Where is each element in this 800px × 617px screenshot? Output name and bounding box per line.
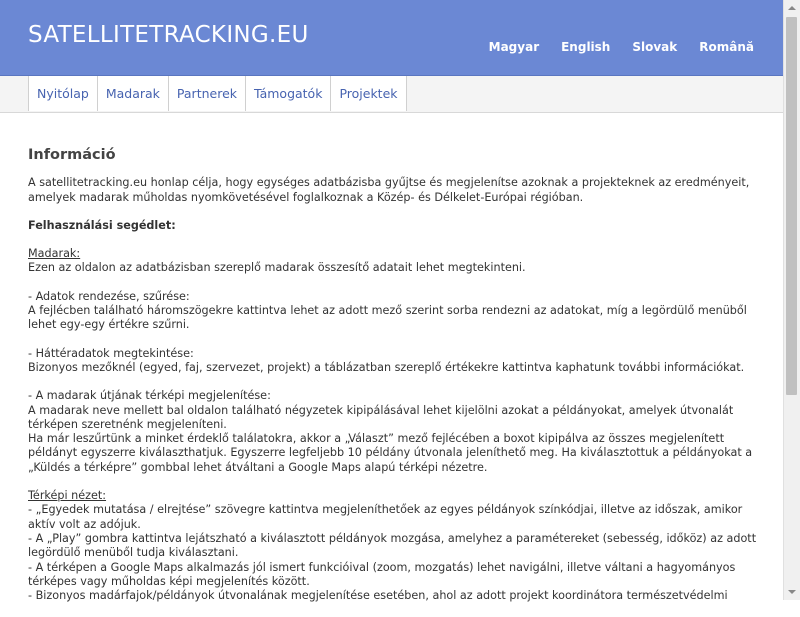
nav-item-projects[interactable]: Projektek [331,76,406,111]
scroll-down-arrow-icon[interactable] [784,584,800,600]
lang-link-english[interactable]: English [561,40,611,54]
map-text-2: Ha már leszűrtünk a minket érdeklő találatokra, akkor a „Választ” mező fejlécében a boxot kipipálva az összes megjelenített példányt egyszerre kiválaszthatjuk. Egyszerre legfeljebb 10 példány útvonala jeleníthető meg. Ha kiválasztottuk a példányokat a „Küldés a térképre” gombbal lehet átváltani a Google Maps alapú térképi nézetre. [28,432,753,474]
lang-link-romana[interactable]: Română [699,40,754,54]
mapview-title: Térképi nézet: [28,489,107,503]
lang-link-magyar[interactable]: Magyar [488,40,540,54]
birds-text: Ezen az oldalon az adatbázisban szereplő madarak összesítő adatait lehet megtekinteni. [28,261,526,275]
nav-item-birds[interactable]: Madarak [98,76,169,111]
mapview-item-1: - „Egyedek mutatása / elrejtése” szövegre kattintva megjeleníthetőek az egyes példányok színkódjai, illetve az időszak, amikor aktív volt az adójuk. [28,503,743,531]
map-title: - A madarak útjának térképi megjelenítése: [28,389,271,403]
birds-title: Madarak: [28,247,81,261]
mapview-item-2: - A „Play” gombra kattintva lejátszható a kiválasztott példányok mozgása, amelyhez a paramétereket (sebesség, időköz) az adott legördülő menüből tudja kiválasztani. [28,531,757,560]
mapview-item-4: - Bizonyos madárfajok/példányok útvonalának megjelenítése esetében, ahol az adott projekt koordinátora természetvédelmi [28,589,728,603]
nav-tabs [28,76,407,111]
scroll-up-arrow-icon[interactable] [784,0,800,16]
language-switcher [489,40,754,54]
intro-text: A satellitetracking.eu honlap célja, hogy egységes adatbázisba gyűjtse és megjelenítse azoknak a projekteknek az eredményeit, amelyek madarak műholdas nyomkövetésével foglalkoznak a Közép- és Délkelet-Európai régióban. [28,176,750,204]
scrollbar-thumb[interactable] [786,17,797,395]
sort-title: - Adatok rendezése, szűrése: [28,289,190,303]
birds-section [28,247,768,276]
nav-item-supporters[interactable]: Támogatók [246,76,331,111]
nav-item-partners[interactable]: Partnerek [169,76,246,111]
map-section [28,389,768,475]
sort-section [28,290,768,333]
vertical-scrollbar[interactable] [783,0,800,600]
background-text: Bizonyos mezőknél (egyed, faj, szervezet, projekt) a táblázatban szereplő értékekre kattintva kaphatunk további információkat. [28,360,745,374]
site-header [0,0,784,76]
site-title[interactable]: SATELLITETRACKING.EU [28,22,309,48]
background-section [28,347,768,376]
main-nav [0,76,784,113]
sort-text: A fejlécben található háromszögekre kattintva lehet az adott mező szerint sorba rendezni az adatokat, míg a legördülő menüből lehet egy-egy értékre szűrni. [28,304,747,332]
mapview-item-3: - A térképen a Google Maps alkalmazás jól ismert funkcióival (zoom, mozgatás) lehet navigálni, illetve váltani a hagyományos térképes vagy műholdas képi megjelenítés között. [28,560,736,588]
help-title: Felhasználási segédlet: [28,218,176,232]
main-content [28,112,768,617]
nav-item-home[interactable]: Nyitólap [29,76,98,111]
map-text-1: A madarak neve mellett bal oldalon található négyzetek kipipálásával lehet kijelölni azokat a példányokat, amelyek útvonalát térképen szeretnénk megjeleníteni. [28,403,734,431]
mapview-section [28,489,768,603]
lang-link-slovak[interactable]: Slovak [632,40,678,54]
page-title: Információ [28,147,116,163]
background-title: - Háttéradatok megtekintése: [28,346,194,360]
